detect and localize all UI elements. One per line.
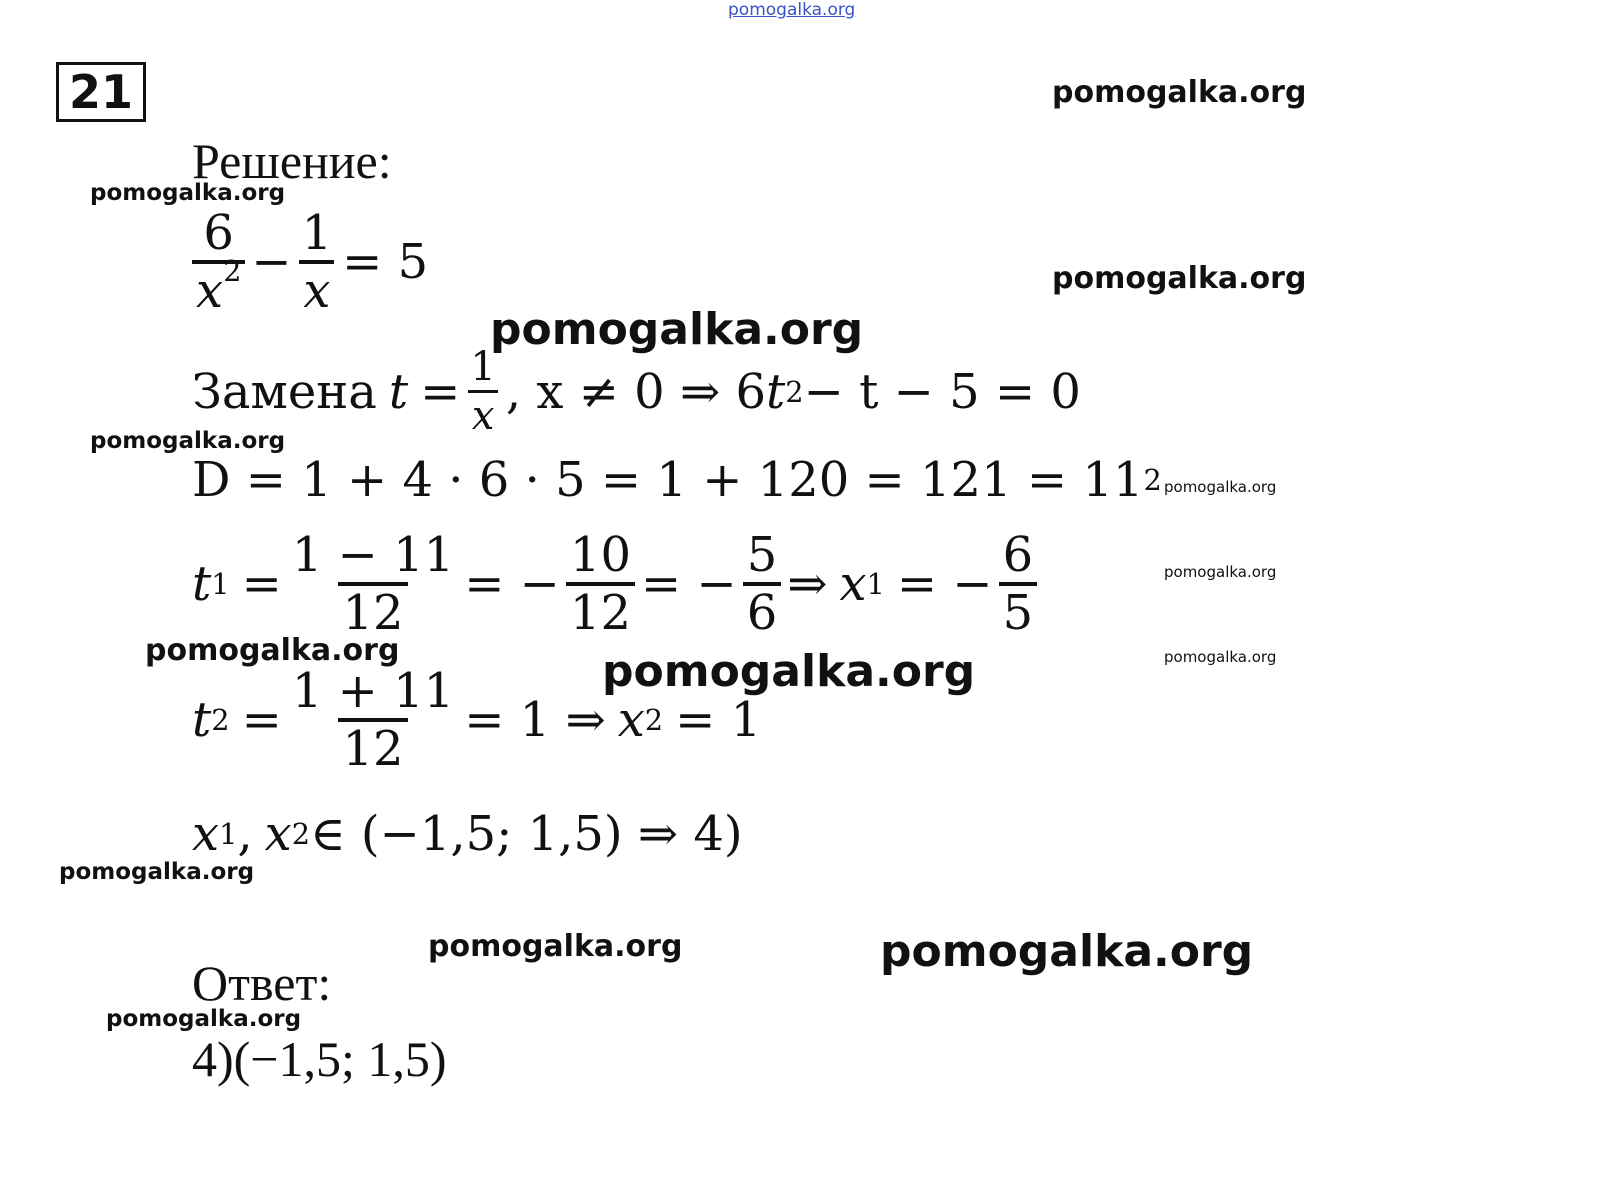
watermark: pomogalka.org [90,180,286,206]
watermark-top: pomogalka.org [728,0,856,20]
watermark: pomogalka.org [1164,563,1277,581]
problem-number: 21 [56,62,146,122]
watermark: pomogalka.org [90,428,286,454]
t1-line: t 1 = $\frac{1 - 11}{12}$ = − $\frac{10}{12}$ = − $\frac{5}{6}$ ⇒ x 1 = − $\frac{6}{5}$ [192,530,1043,639]
fraction: $\frac{1}{x}$ [466,346,499,437]
watermark: pomogalka.org [428,929,683,964]
watermark: pomogalka.org [1164,478,1277,496]
watermark: pomogalka.org [106,1006,302,1032]
equation-rhs: = 5 [342,234,429,291]
fraction: $\frac{6}{5}$ [999,530,1038,639]
watermark: pomogalka.org [1164,648,1277,666]
substitution-label: Замена [192,363,377,420]
answer-value: 4)(−1,5; 1,5) [192,1031,447,1087]
fraction: $\frac{6}{x^2}$ [192,208,245,317]
t2-line: t 2 = $\frac{1 + 11}{12}$ = 1 ⇒ x 2 = 1 [192,663,762,778]
interval-line: x 1 , x 2 ∈ (−1,5; 1,5) ⇒ 4) [192,806,743,862]
substitution-line: Замена t = $\frac{1}{x}$ , x ≠ 0 ⇒ 6 t 2 − t − 5 = 0 [192,344,1081,439]
fraction: $\frac{10}{12}$ [566,530,635,639]
equation-line [186,205,429,320]
fraction: $\frac{1}{x}$ [298,208,337,317]
minus-sign: − [251,234,292,291]
watermark: pomogalka.org [1052,75,1307,110]
fraction: $\frac{1 + 11}{12}$ [291,663,455,778]
watermark: pomogalka.org [145,633,400,668]
discriminant-line: D = 1 + 4 · 6 · 5 = 1 + 120 = 121 = 11 2 [192,452,1162,508]
solution-heading: Решение: [192,133,392,189]
answer-heading: Ответ: [192,955,332,1011]
watermark: pomogalka.org [59,859,255,885]
watermark: pomogalka.org [1052,261,1307,296]
watermark: pomogalka.org [490,304,864,355]
watermark: pomogalka.org [602,646,976,697]
watermark: pomogalka.org [880,926,1254,977]
fraction: $\frac{5}{6}$ [743,530,782,639]
fraction: $\frac{1 - 11}{12}$ [291,527,455,642]
